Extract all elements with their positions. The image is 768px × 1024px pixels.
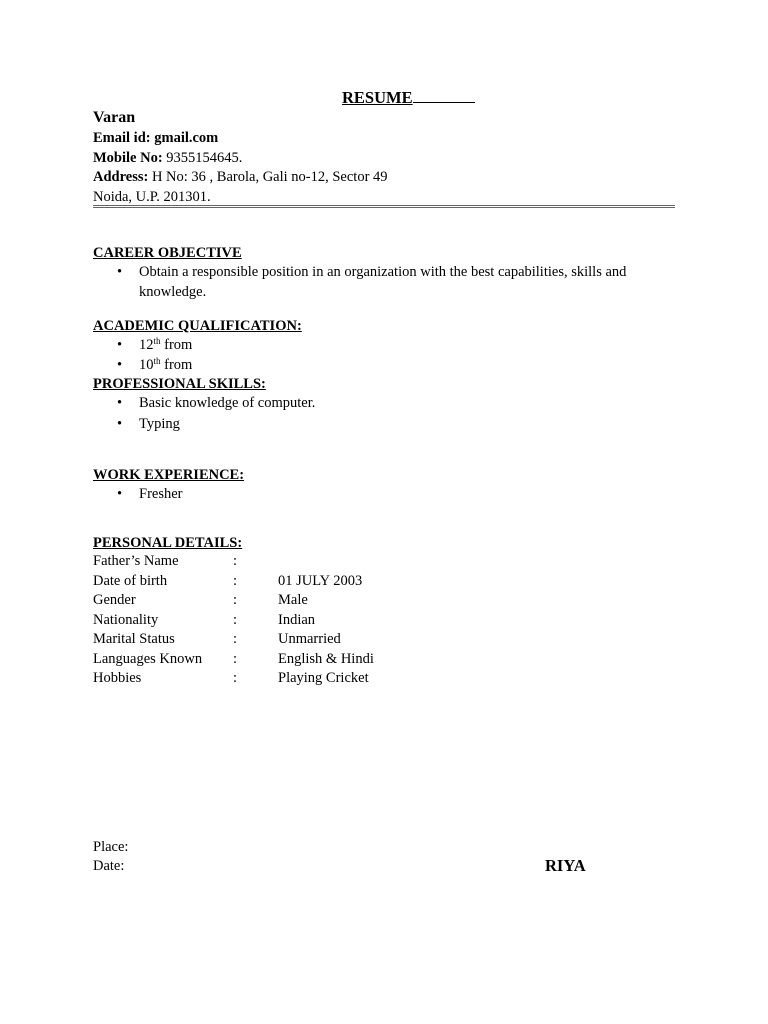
mobile-label: Mobile No: <box>93 149 163 166</box>
bullet-icon: • <box>117 395 123 411</box>
skills-list <box>93 394 673 436</box>
skills-heading: PROFESSIONAL SKILLS: <box>93 376 266 392</box>
detail-label: Gender <box>93 592 136 608</box>
detail-separator: : <box>233 650 238 667</box>
resume-title <box>342 88 475 108</box>
detail-label: Date of birth <box>93 572 168 589</box>
academic-item-rest: from <box>160 337 193 353</box>
date-label: Date: <box>93 858 125 874</box>
academic-item-sup: th <box>153 355 161 366</box>
email-value: gmail.com <box>154 130 219 146</box>
experience-text: Fresher <box>139 486 183 502</box>
email-line <box>93 129 388 149</box>
bullet-icon: • <box>117 337 123 353</box>
detail-value: Unmarried <box>278 631 341 647</box>
personal-heading: PERSONAL DETAILS: <box>93 535 243 551</box>
mobile-value: 9355154645. <box>166 149 243 166</box>
experience-heading: WORK EXPERIENCE: <box>93 467 245 483</box>
header-divider <box>93 205 675 208</box>
detail-label: Marital Status <box>93 631 175 647</box>
academic-heading: ACADEMIC QUALIFICATION: <box>93 318 302 334</box>
mobile-line <box>93 149 388 169</box>
detail-value: 01 JULY 2003 <box>278 572 363 589</box>
academic-item-rest: from <box>160 356 193 373</box>
detail-label: Father’s Name <box>93 553 179 569</box>
list-item <box>93 415 673 435</box>
academic-item-base: 12 <box>139 337 154 353</box>
skill-text: Basic knowledge of computer. <box>139 395 316 411</box>
bullet-icon: • <box>117 416 123 432</box>
career-objective-text: Obtain a responsible position in an organization with the best capabilities, skills and knowledge. <box>139 264 627 300</box>
bullet-icon: • <box>117 486 123 502</box>
skill-text: Typing <box>139 416 180 432</box>
contact-block <box>93 129 388 207</box>
resume-title-text: RESUME <box>342 88 413 107</box>
academic-item-sup: th <box>153 336 161 346</box>
detail-separator: : <box>233 670 238 686</box>
list-item <box>93 485 673 505</box>
list-item <box>93 394 673 414</box>
bullet-icon: • <box>117 264 123 280</box>
list-item <box>93 336 673 356</box>
detail-separator: : <box>233 611 238 628</box>
bullet-icon: • <box>117 356 123 373</box>
detail-separator: : <box>233 572 238 589</box>
place-label: Place: <box>93 839 129 855</box>
career-objective-heading: CAREER OBJECTIVE <box>93 245 242 261</box>
detail-value: English & Hindi <box>278 650 374 667</box>
address-line-2: Noida, U.P. 201301. <box>93 188 211 205</box>
address-line <box>93 168 388 188</box>
academic-item-base: 10 <box>139 356 154 373</box>
address-line-1: H No: 36 , Barola, Gali no-12, Sector 49 <box>151 169 388 185</box>
detail-label: Languages Known <box>93 650 203 667</box>
signature-name: RIYA <box>545 856 586 875</box>
academic-list <box>93 336 673 375</box>
experience-list <box>93 485 673 505</box>
detail-value: Playing Cricket <box>278 670 369 686</box>
detail-separator: : <box>233 592 238 608</box>
detail-label: Hobbies <box>93 670 142 686</box>
detail-separator: : <box>233 631 238 647</box>
detail-label: Nationality <box>93 611 159 628</box>
title-underline <box>413 90 475 103</box>
list-item <box>93 356 673 376</box>
detail-separator: : <box>233 553 238 569</box>
detail-value: Male <box>278 592 308 608</box>
address-label: Address: <box>93 169 149 185</box>
list-item <box>93 263 673 302</box>
detail-value: Indian <box>278 611 316 628</box>
email-label: Email id: <box>93 130 151 146</box>
candidate-name: Varan <box>93 109 136 126</box>
career-objective-list <box>93 263 673 302</box>
